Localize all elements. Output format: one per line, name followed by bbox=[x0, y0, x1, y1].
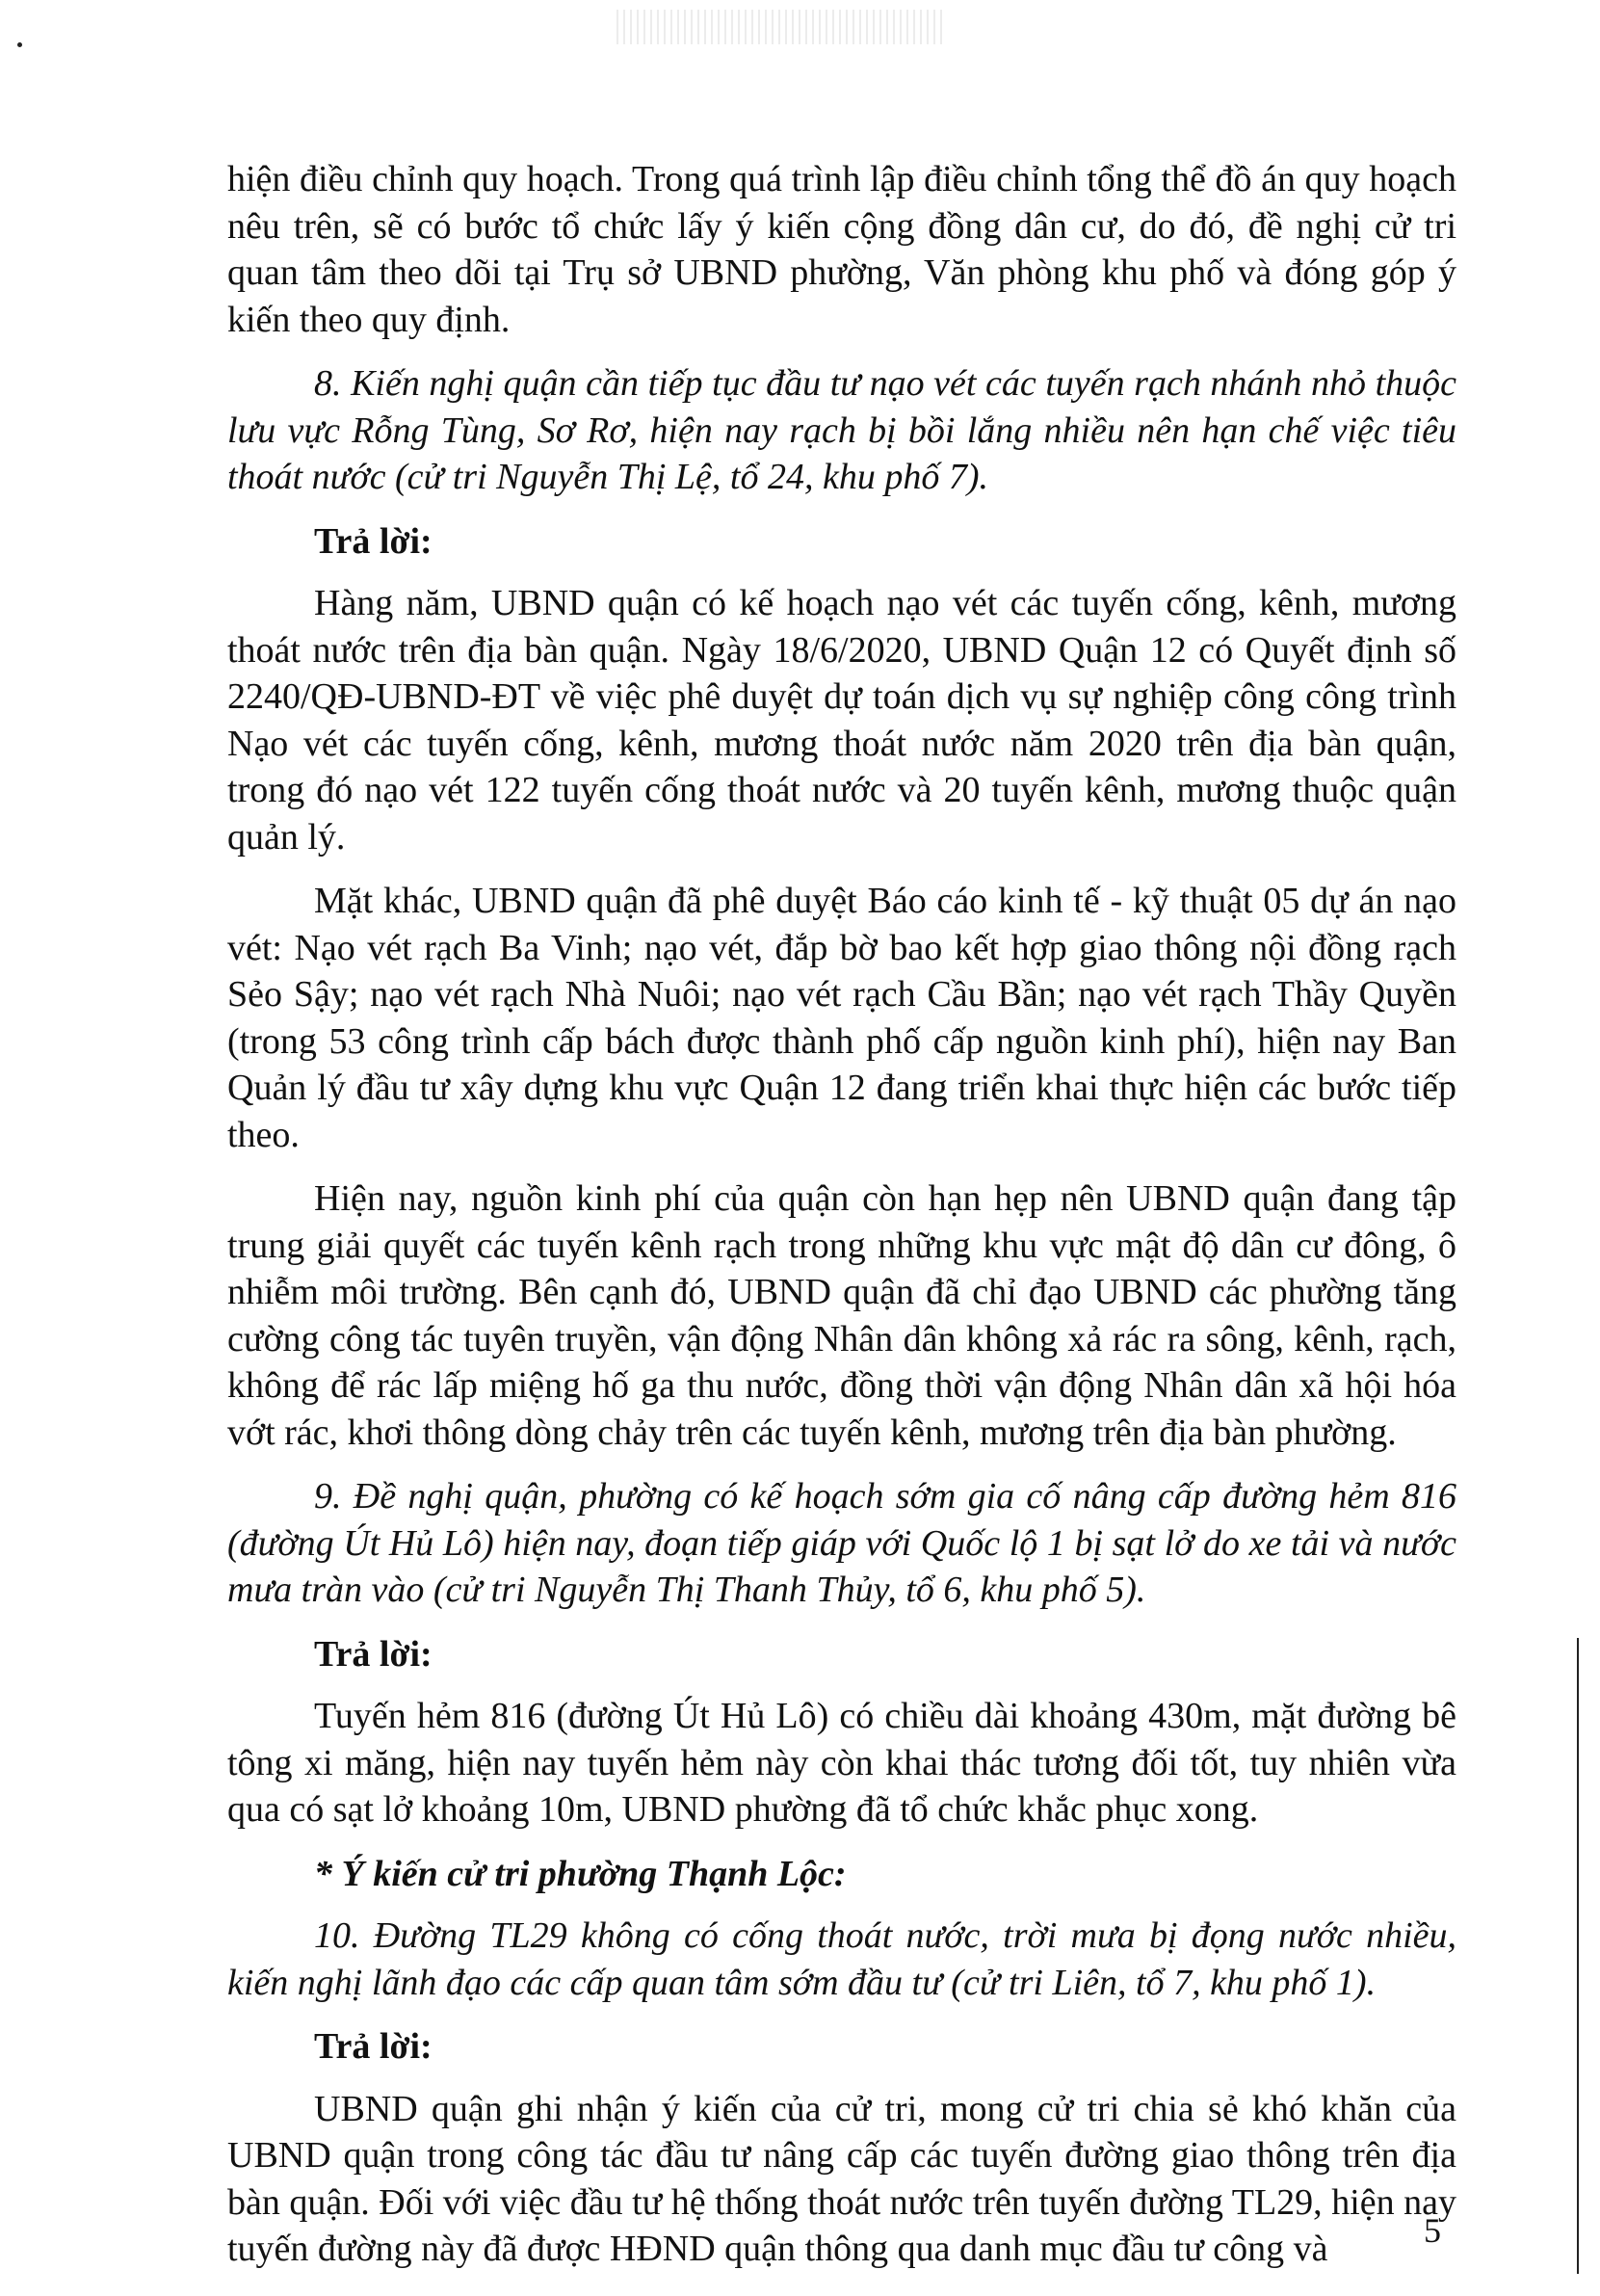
answer-label: Trả lời: bbox=[314, 2026, 433, 2067]
page-number: 5 bbox=[1424, 2211, 1441, 2250]
answer-label: Trả lời: bbox=[314, 1633, 433, 1675]
answer-paragraph: UBND quận ghi nhận ý kiến của cử tri, mong cử tri chia sẻ khó khăn của UBND quận trong công tác đầu tư nâng cấp các tuyến đường giao thông trên địa bàn quận. Đối với việc đầu tư hệ thống thoát nước trên tuyến đường TL29, hiện nay tuyến đường này đã được HĐND quận thông qua danh mục đầu tư công và bbox=[227, 2088, 1456, 2269]
question-9: 9. Đề nghị quận, phường có kế hoạch sớm gia cố nâng cấp đường hẻm 816 (đường Út Hủ Lô) hiện nay, đoạn tiếp giáp với Quốc lộ 1 bị sạt lở do xe tải và nước mưa tràn vào (cử tri Nguyễn Thị Thanh Thủy, tổ 6, khu phố 5). bbox=[227, 1476, 1456, 1610]
answer-paragraph: Tuyến hẻm 816 (đường Út Hủ Lô) có chiều dài khoảng 430m, mặt đường bê tông xi măng, hiện nay tuyến hẻm này còn khai thác tương đối tốt, tuy nhiên vừa qua có sạt lở khoảng 10m, UBND phường đã tổ chức khắc phục xong. bbox=[227, 1696, 1456, 1830]
question-10: 10. Đường TL29 không có cống thoát nước, trời mưa bị đọng nước nhiều, kiến nghị lãnh đạo các cấp quan tâm sớm đầu tư (cử tri Liên, tổ 7, khu phố 1). bbox=[227, 1915, 1456, 2003]
scan-artifact bbox=[616, 10, 944, 44]
section-heading: * Ý kiến cử tri phường Thạnh Lộc: bbox=[314, 1853, 847, 1894]
paragraph-continuation: hiện điều chỉnh quy hoạch. Trong quá trình lập điều chỉnh tổng thể đồ án quy hoạch nêu trên, sẽ có bước tổ chức lấy ý kiến cộng đồng dân cư, do đó, đề nghị cử tri quan tâm theo dõi tại Trụ sở UBND phường, Văn phòng khu phố và đóng góp ý kiến theo quy định. bbox=[227, 159, 1456, 340]
answer-paragraph: Hàng năm, UBND quận có kế hoạch nạo vét các tuyến cống, kênh, mương thoát nước trên địa bàn quận. Ngày 18/6/2020, UBND Quận 12 có Quyết định số 2240/QĐ-UBND-ĐT về việc phê duyệt dự toán dịch vụ sự nghiệp công công trình Nạo vét các tuyến cống, kênh, mương thoát nước năm 2020 trên địa bàn quận, trong đó nạo vét 122 tuyến cống thoát nước và 20 tuyến kênh, mương thuộc quận quản lý. bbox=[227, 583, 1456, 858]
answer-paragraph: Mặt khác, UBND quận đã phê duyệt Báo cáo kinh tế - kỹ thuật 05 dự án nạo vét: Nạo vét rạch Ba Vinh; nạo vét, đắp bờ bao kết hợp giao thông nội đồng rạch Sẻo Sậy; nạo vét rạch Nhà Nuôi; nạo vét rạch Cầu Bần; nạo vét rạch Thầy Quyền (trong 53 công trình cấp bách được thành phố cấp nguồn kinh phí), hiện nay Ban Quản lý đầu tư xây dựng khu vực Quận 12 đang triển khai thực hiện các bước tiếp theo. bbox=[227, 881, 1456, 1155]
answer-paragraph: Hiện nay, nguồn kinh phí của quận còn hạn hẹp nên UBND quận đang tập trung giải quyết các tuyến kênh rạch trong những khu vực mật độ dân cư đông, ô nhiễm môi trường. Bên cạnh đó, UBND quận đã chỉ đạo UBND các phường tăng cường công tác tuyên truyền, vận động Nhân dân không xả rác ra sông, kênh, rạch, không để rác lấp miệng hố ga thu nước, đồng thời vận động Nhân dân xã hội hóa vớt rác, khơi thông dòng chảy trên các tuyến kênh, mương trên địa bàn phường. bbox=[227, 1178, 1456, 1453]
scan-dot bbox=[17, 42, 22, 47]
answer-label: Trả lời: bbox=[314, 520, 433, 562]
scan-edge-line bbox=[1577, 1638, 1579, 2274]
question-8: 8. Kiến nghị quận cần tiếp tục đầu tư nạo vét các tuyến rạch nhánh nhỏ thuộc lưu vực Rỗng Tùng, Sơ Rơ, hiện nay rạch bị bồi lắng nhiều nên hạn chế việc tiêu thoát nước (cử tri Nguyễn Thị Lệ, tổ 24, khu phố 7). bbox=[227, 363, 1456, 497]
document-body bbox=[227, 156, 1456, 2290]
